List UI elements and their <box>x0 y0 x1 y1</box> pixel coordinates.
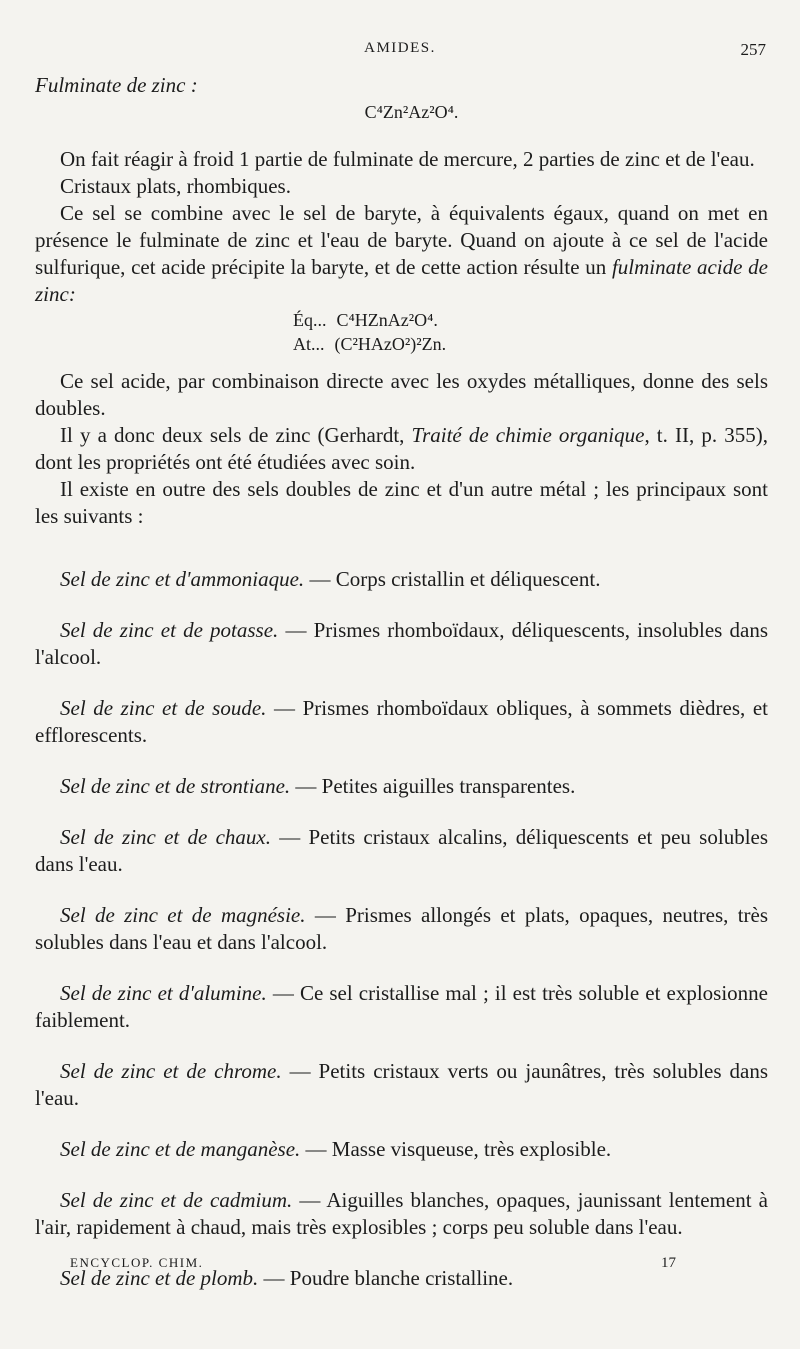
signature-mark: 17 <box>661 1255 676 1271</box>
paragraph: Cristaux plats, rhombiques. <box>60 174 291 198</box>
salt-description: — Prismes rhomboïdaux obliques, à sommets dièdres, et efflorescents. <box>35 696 768 747</box>
paragraph: Il existe en outre des sels doubles de zinc et d'un autre métal ; les principaux sont les suivants : <box>35 477 768 528</box>
salt-description: — Masse visqueuse, très explosible. <box>305 1137 612 1161</box>
paragraph: Ce sel acide, par combinaison directe avec les oxydes métalliques, donne des sels doubles. <box>35 369 768 420</box>
paragraph: On fait réagir à froid 1 partie de fulminate de mercure, 2 parties de zinc et de l'eau. <box>60 147 755 171</box>
section-heading: Fulminate de zinc : <box>35 73 198 97</box>
salt-entry <box>35 824 768 878</box>
equation-line <box>293 308 768 332</box>
salt-name: Sel de zinc et de cadmium. <box>60 1188 293 1212</box>
salt-name: Sel de zinc et d'alumine. <box>60 981 267 1005</box>
salt-entry <box>35 695 768 749</box>
equation-label: At... <box>293 334 325 354</box>
salt-description: — Ce sel cristallise mal ; il est très soluble et explosionne faiblement. <box>35 981 769 1032</box>
paragraph-text: Ce sel se combine avec le sel de baryte, à équivalents égaux, quand on met en présence le fulminate de zinc et l'eau de baryte. Quand on ajoute à ce sel de l'acide sulfurique, cet acide précipite la baryte, et de cette action résulte un <box>35 201 768 279</box>
salt-entry <box>35 980 768 1034</box>
salt-entry <box>35 1187 768 1241</box>
paragraph-text: , t. II, p. 355), dont les propriétés ont été étudiées avec soin. <box>35 423 768 474</box>
equation-line <box>293 332 768 356</box>
paragraph-text: Il y a donc deux sels de zinc (Gerhardt, <box>60 423 412 447</box>
salt-description: — Petites aiguilles transparentes. <box>295 774 576 798</box>
body-text <box>35 72 768 1292</box>
equation-block <box>35 308 768 356</box>
salt-name: Sel de zinc et d'ammoniaque. <box>60 567 305 591</box>
equation-formula: C⁴HZnAz²O⁴. <box>336 310 438 330</box>
salt-name: Sel de zinc et de chrome. <box>60 1059 282 1083</box>
salt-description: — Prismes allongés et plats, opaques, neutres, très solubles dans l'eau et dans l'alcool. <box>35 903 769 954</box>
running-header <box>0 40 800 64</box>
salt-name: Sel de zinc et de strontiane. <box>60 774 291 798</box>
paragraph <box>35 422 768 476</box>
salt-name: Sel de zinc et de chaux. <box>60 825 271 849</box>
equation-formula: (C²HAzO²)²Zn. <box>334 334 447 354</box>
footer-title: ENCYCLOP. CHIM. <box>70 1255 204 1270</box>
salt-entry <box>35 773 768 800</box>
salt-name: Sel de zinc et de manganèse. <box>60 1137 301 1161</box>
italic-term: fulminate acide de zinc: <box>35 255 768 306</box>
salt-description: — Prismes rhomboïdaux, déliquescents, insolubles dans l'alcool. <box>35 618 768 669</box>
paragraph <box>35 200 768 308</box>
salt-name: Sel de zinc et de plomb. <box>60 1266 259 1290</box>
salt-description: — Aiguilles blanches, opaques, jaunissant lentement à l'air, rapidement à chaud, mais très explosibles ; corps peu soluble dans l'eau. <box>35 1188 769 1239</box>
salt-entry <box>35 1058 768 1112</box>
running-title: AMIDES. <box>364 40 436 56</box>
salt-entry <box>35 617 768 671</box>
salt-description: — Poudre blanche cristalline. <box>263 1266 514 1290</box>
salt-name: Sel de zinc et de magnésie. <box>60 903 306 927</box>
salt-description: — Petits cristaux alcalins, déliquescents et peu solubles dans l'eau. <box>35 825 769 876</box>
salt-entry <box>35 902 768 956</box>
page-number: 257 <box>740 40 766 59</box>
italic-citation: Traité de chimie organique <box>411 423 645 447</box>
section-formula: C⁴Zn²Az²O⁴. <box>364 102 459 122</box>
salt-description: — Corps cristallin et déliquescent. <box>309 567 601 591</box>
salt-description: — Petits cristaux verts ou jaunâtres, très solubles dans l'eau. <box>35 1059 769 1110</box>
equation-label: Éq... <box>293 310 327 330</box>
salt-name: Sel de zinc et de potasse. <box>60 618 279 642</box>
salt-entry <box>35 566 768 593</box>
salt-name: Sel de zinc et de soude. <box>60 696 267 720</box>
salt-entry <box>35 1136 768 1163</box>
